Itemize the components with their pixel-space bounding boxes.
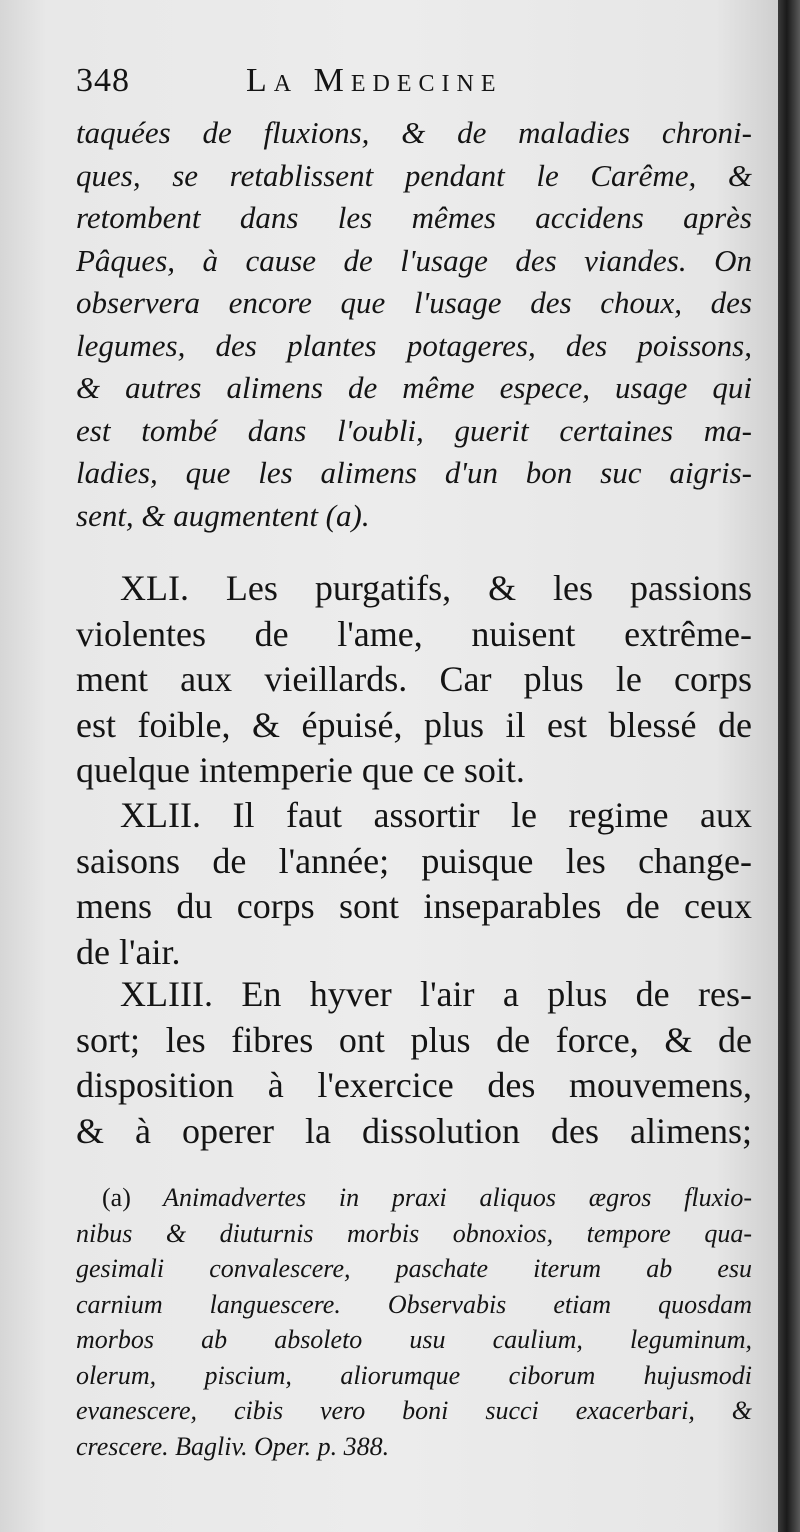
text-line: XLIII. En hyver l'air a plus de res- [120, 974, 752, 1014]
text-line: mens du corps sont inseparables de ceux [76, 886, 752, 926]
footnote-line: crescere. Bagliv. Oper. p. 388. [76, 1431, 390, 1461]
footnote-line: olerum, piscium, aliorumque ciborum hujusmodi [76, 1360, 752, 1390]
text-line: quelque intemperie que ce soit. [76, 750, 525, 790]
text-line: sent, & augmentent (a). [76, 497, 370, 533]
aphorism-xlii [76, 793, 752, 975]
text-line: violentes de l'ame, nuisent extrême- [76, 613, 752, 654]
footnote-line: gesimali convalescere, paschate iterum ab esu [76, 1254, 752, 1283]
text-line: sort; les fibres ont plus de force, & de [76, 1019, 752, 1060]
text-line: legumes, des plantes potageres, des poissons, [76, 327, 752, 363]
text-line: est foible, & épuisé, plus il est blessé de [76, 704, 752, 745]
text-line: ques, se retablissent pendant le Carême, & [76, 157, 752, 193]
footnote-line [76, 1180, 752, 1216]
text-line: ladies, que les alimens d'un bon suc aigris- [76, 455, 752, 490]
running-header [76, 60, 636, 110]
running-title: La Medecine [246, 62, 503, 99]
text-line: retombent dans les mêmes accidens après [76, 200, 752, 235]
text-line: saisons de l'année; puisque les change- [76, 840, 752, 881]
text-line: & à operer la dissolution des alimens; [76, 1110, 752, 1151]
text-line: XLII. Il faut assortir le regime aux [120, 795, 752, 835]
footnote-line: carnium languescere. Observabis etiam quosdam [76, 1289, 752, 1319]
page-number: 348 [76, 62, 130, 99]
footnote-line: nibus & diuturnis morbis obnoxios, tempore qua- [76, 1218, 752, 1248]
footnote-text: Animadvertes in praxi aliquos ægros fluxio- [163, 1183, 752, 1212]
aphorism-xli [76, 566, 752, 794]
text-line: est tombé dans l'oubli, guerit certaines ma- [76, 412, 752, 448]
text-line: observera encore que l'usage des choux, des [76, 285, 752, 320]
text-line: XLI. Les purgatifs, & les passions [120, 568, 752, 608]
text-line: Pâques, à cause de l'usage des viandes. On [76, 242, 752, 278]
text-line: ment aux vieillards. Car plus le corps [76, 659, 752, 699]
text-line: & autres alimens de même espece, usage qui [76, 370, 752, 405]
footnote-line: evanescere, cibis vero boni succi exacerbari, & [76, 1396, 752, 1425]
aphorism-xliii [76, 972, 752, 1154]
footnote-line: morbos ab absoleto usu caulium, leguminum, [76, 1325, 752, 1354]
footnote-marker: (a) [102, 1183, 131, 1212]
text-line: disposition à l'exercice des mouvemens, [76, 1065, 752, 1105]
text-line: taquées de fluxions, & de maladies chroni- [76, 115, 752, 150]
italic-paragraph [76, 112, 752, 537]
page-edge-shadow [778, 0, 800, 1532]
text-line: de l'air. [76, 931, 181, 972]
footnote [76, 1180, 752, 1464]
